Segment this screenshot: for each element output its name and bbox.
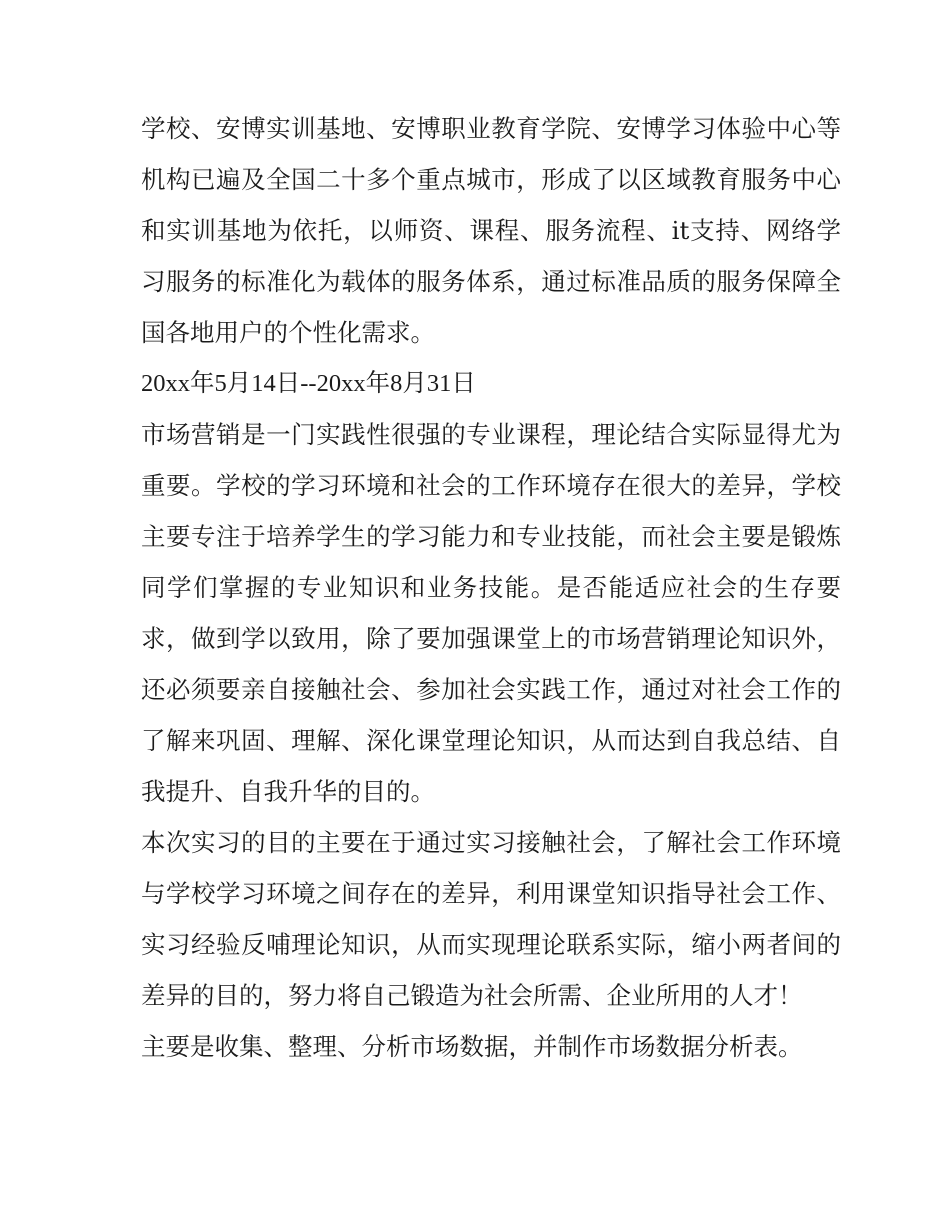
paragraph-company-network: 学校、安博实训基地、安博职业教育学院、安博学习体验中心等机构已遍及全国二十多个重点城市，形成了以区域教育服务中心和实训基地为依托，以师资、课程、服务流程、it支持、网络学习服务的标准化为载体的服务体系，通过标准品质的服务保障全国各地用户的个性化需求。 <box>141 114 841 347</box>
paragraph-marketing-course: 市场营销是一门实践性很强的专业课程，理论结合实际显得尤为重要。学校的学习环境和社会的工作环境存在很大的差异，学校主要专注于培养学生的学习能力和专业技能，而社会主要是锻炼同学们掌握的专业知识和业务技能。是否能适应社会的生存要求，做到学以致用，除了要加强课堂上的市场营销理论知识外，还必须要亲自接触社会、参加社会实践工作，通过对社会工作的了解来巩固、理解、深化课堂理论知识，从而达到自我总结、自我提升、自我升华的目的。 <box>141 420 841 806</box>
document-body <box>141 103 841 1072</box>
paragraph-main-tasks: 主要是收集、整理、分析市场数据，并制作市场数据分析表。 <box>141 1032 803 1061</box>
paragraph-internship-purpose: 本次实习的目的主要在于通过实习接触社会，了解社会工作环境与学校学习环境之间存在的差异，利用课堂知识指导社会工作、实习经验反哺理论知识，从而实现理论联系实际，缩小两者间的差异的目的，努力将自己锻造为社会所需、企业所用的人才！ <box>141 828 841 1010</box>
internship-date-range: 20xx年5月14日--20xx年8月31日 <box>141 370 476 397</box>
